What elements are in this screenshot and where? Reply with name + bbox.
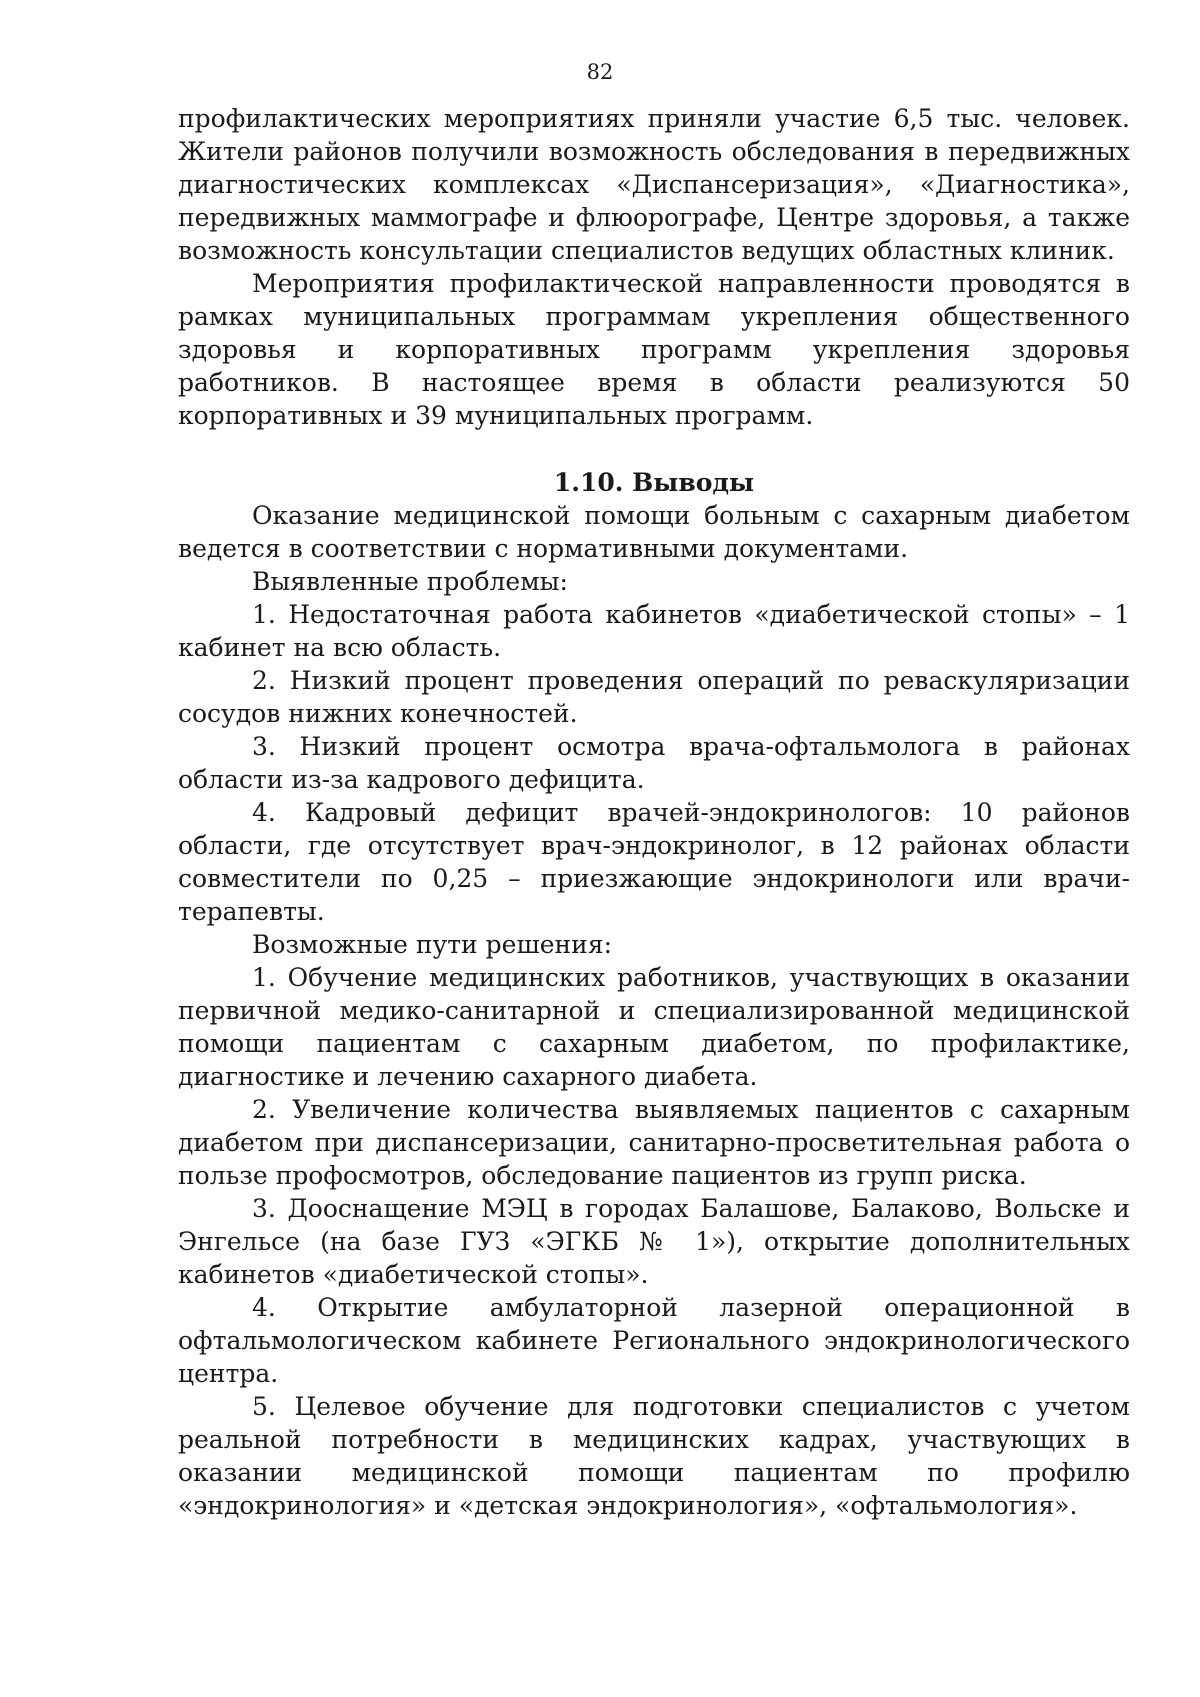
solutions-label: Возможные пути решения: — [252, 930, 613, 959]
problem-item: 4. Кадровый дефицит врачей-эндокринологов: 10 районов области, где отсутствует врач-эндокринолог, в 12 районах области совместители по 0,25 – приезжающие эндокринологи или врачи-терапевты. — [178, 798, 1130, 926]
page-body — [178, 102, 1130, 1522]
problem-item: 3. Низкий процент осмотра врача-офтальмолога в районах области из-за кадрового дефицита. — [178, 732, 1130, 794]
problem-item: 1. Недостаточная работа кабинетов «диабетической стопы» – 1 кабинет на всю область. — [178, 600, 1130, 662]
problems-label: Выявленные проблемы: — [252, 567, 568, 596]
section-intro: Оказание медицинской помощи больным с сахарным диабетом ведется в соответствии с нормативными документами. — [178, 501, 1130, 563]
solution-item: 2. Увеличение количества выявляемых пациентов с сахарным диабетом при диспансеризации, санитарно-просветительная работа о пользе профосмотров, обследование пациентов из групп риска. — [178, 1095, 1130, 1190]
solution-item: 3. Дооснащение МЭЦ в городах Балашове, Балаково, Вольске и Энгельсе (на базе ГУЗ «ЭГКБ № 1»), открытие дополнительных кабинетов «диабетической стопы». — [178, 1194, 1130, 1289]
solution-item: 5. Целевое обучение для подготовки специалистов с учетом реальной потребности в медицинских кадрах, участвующих в оказании медицинской помощи пациентам по профилю «эндокринология» и «детская эндокринология», «офтальмология». — [178, 1392, 1130, 1520]
paragraph-continuation: профилактических мероприятиях приняли участие 6,5 тыс. человек. Жители районов получили возможность обследования в передвижных диагностических комплексах «Диспансеризация», «Диагностика», передвижных маммографе и флюорографе, Центре здоровья, а также возможность консультации специалистов ведущих областных клиник. — [178, 104, 1130, 265]
paragraph-prevention-programs: Мероприятия профилактической направленности проводятся в рамках муниципальных программам укрепления общественного здоровья и корпоративных программ укрепления здоровья работников. В настоящее время в области реализуются 50 корпоративных и 39 муниципальных программ. — [178, 269, 1130, 430]
solution-item: 1. Обучение медицинских работников, участвующих в оказании первичной медико-санитарной и специализированной медицинской помощи пациентам с сахарным диабетом, по профилактике, диагностике и лечению сахарного диабета. — [178, 963, 1130, 1091]
problem-item: 2. Низкий процент проведения операций по реваскуляризации сосудов нижних конечностей. — [178, 666, 1130, 728]
section-heading: 1.10. Выводы — [553, 468, 755, 497]
solution-item: 4. Открытие амбулаторной лазерной операционной в офтальмологическом кабинете Регионального эндокринологического центра. — [178, 1293, 1130, 1388]
page-number: 82 — [586, 60, 614, 84]
